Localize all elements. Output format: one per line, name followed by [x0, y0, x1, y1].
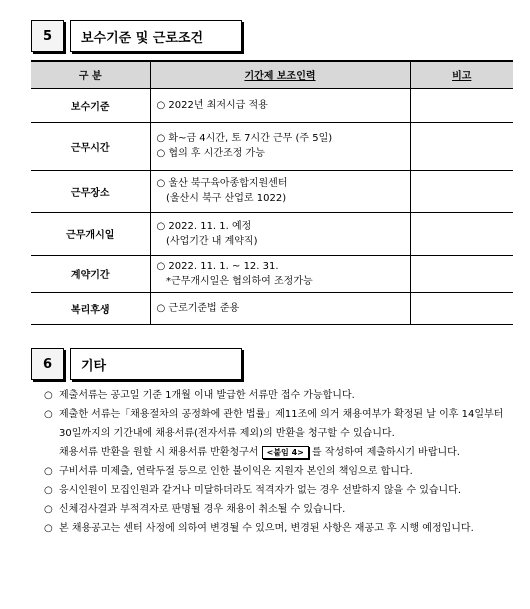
row-label: 근무개시일	[31, 212, 150, 255]
list-item-text	[59, 405, 514, 462]
row-label: 계약기간	[31, 255, 150, 292]
row-line: ○ 근로기준법 준용	[156, 302, 240, 314]
list-item	[44, 462, 514, 481]
list-item-text-b-pre: 채용서류 반환을 원할 시 채용서류 반환청구서	[59, 447, 259, 458]
row-value	[150, 122, 410, 170]
header-main-text: 기간제 보조인력	[244, 71, 316, 83]
row-line: (사업기간 내 계약직)	[156, 235, 258, 247]
list-item	[44, 519, 514, 538]
row-label: 복리후생	[31, 292, 150, 324]
row-note	[410, 212, 513, 255]
circle-bullet-icon: ○	[44, 390, 53, 401]
list-item-text-b-post: 를 작성하여 제출하시기 바랍니다.	[312, 447, 460, 458]
table-row	[31, 255, 513, 292]
header-label: 구 분	[31, 61, 150, 88]
list-item-text: 구비서류 미제출, 연락두절 등으로 인한 불이익은 지원자 본인의 책임으로 합니다.	[59, 466, 413, 477]
section-6-header	[31, 348, 242, 380]
row-line: (울산시 북구 산업로 1022)	[156, 193, 287, 204]
circle-bullet-icon: ○	[44, 523, 53, 534]
list-item-text: 응시인원이 모집인원과 같거나 미달하더라도 적격자가 없는 경우 선발하지 않을 수 있습니다.	[59, 485, 462, 496]
circle-bullet-icon: ○	[44, 504, 53, 515]
row-value	[150, 255, 410, 292]
list-item-text: 본 채용공고는 센터 사정에 의하여 변경될 수 있으며, 변경된 사항은 재공고 후 시행 예정입니다.	[59, 523, 474, 534]
circle-bullet-icon: ○	[44, 466, 53, 477]
conditions-table	[31, 60, 513, 325]
list-item	[44, 386, 514, 405]
row-line: ○ 2022. 11. 1. 예정	[156, 220, 252, 232]
list-item-text-a: 제출한 서류는「채용절차의 공정화에 관한 법률」제11조에 의거 채용여부가 확정된 날 이후 14일부터 30일까지의 기간내에 채용서류(전자서류 제외)의 반환을 청구할 수 있습니다.	[59, 409, 504, 439]
table-row	[31, 122, 513, 170]
section-number: 5	[31, 20, 64, 52]
list-item	[44, 500, 514, 519]
row-line: ○ 화~금 4시간, 토 7시간 근무 (주 5일)	[156, 133, 333, 144]
row-note	[410, 88, 513, 122]
table-row	[31, 170, 513, 212]
row-line: ○ 협의 후 시간조정 가능	[156, 148, 265, 159]
row-note	[410, 122, 513, 170]
circle-bullet-icon: ○	[44, 485, 53, 496]
circle-bullet-icon: ○	[44, 409, 53, 420]
etc-list	[44, 386, 514, 538]
section-title: 보수기준 및 근로조건	[70, 20, 242, 52]
header-main	[150, 61, 410, 88]
row-value	[150, 88, 410, 122]
header-note-text: 비고	[452, 71, 472, 83]
row-note	[410, 170, 513, 212]
row-line: ○ 2022. 11. 1. ~ 12. 31.	[156, 260, 279, 272]
section-5-header	[31, 20, 242, 52]
section-number: 6	[31, 348, 64, 380]
list-item-text: 제출서류는 공고일 기준 1개월 이내 발급한 서류만 접수 가능합니다.	[59, 390, 355, 401]
row-value	[150, 292, 410, 324]
header-note	[410, 61, 513, 88]
row-label: 근무시간	[31, 122, 150, 170]
section-title: 기타	[70, 348, 242, 380]
table-header-row	[31, 61, 513, 88]
row-line: ○ 울산 북구육아종합지원센터	[156, 178, 288, 189]
row-line: *근무개시일은 협의하여 조정가능	[156, 275, 313, 287]
list-item-text: 신체검사결과 부적격자로 판명될 경우 채용이 취소될 수 있습니다.	[59, 504, 346, 515]
row-value	[150, 170, 410, 212]
table-row	[31, 88, 513, 122]
list-item	[44, 405, 514, 462]
row-value	[150, 212, 410, 255]
row-line: ○ 2022년 최저시급 적용	[156, 99, 268, 111]
table-row	[31, 292, 513, 324]
row-note	[410, 292, 513, 324]
list-item	[44, 481, 514, 500]
row-label: 보수기준	[31, 88, 150, 122]
row-label: 근무장소	[31, 170, 150, 212]
attachment-tag: <붙임 4>	[262, 446, 309, 459]
row-note	[410, 255, 513, 292]
table-row	[31, 212, 513, 255]
